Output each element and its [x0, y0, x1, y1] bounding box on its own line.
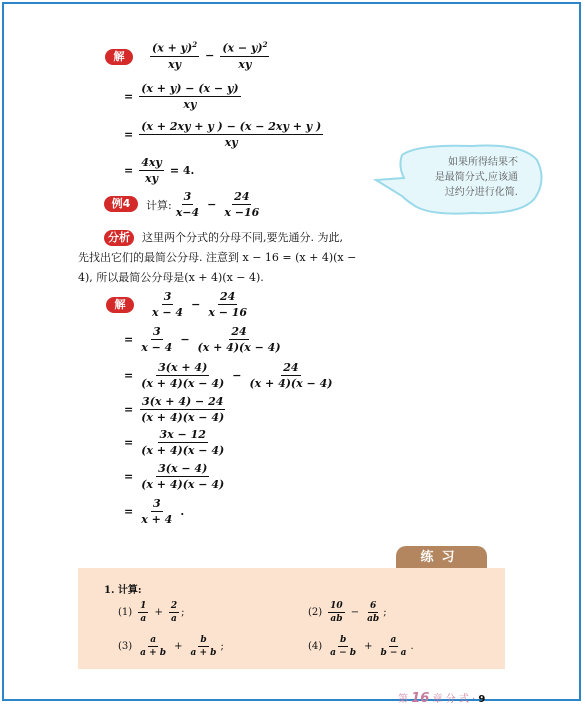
analysis-badge: 分析: [104, 230, 134, 246]
page-number: 9: [478, 694, 486, 705]
solution2-step4: = $\frac{3(x + 4) - 24}{(x + 4)(x - 4)}$: [124, 395, 225, 424]
practice-item-1: (1) $\frac{1}{a}$ + $\frac{2}{a}$ ;: [118, 601, 185, 624]
solution2-step1: $\frac{3}{x - 4}$ − $\frac{24}{x - 16}$: [152, 290, 248, 319]
practice-item-3: (3) $\frac{a}{a + b}$ + $\frac{b}{a + b}$ ;: [118, 635, 224, 658]
solution1-line4: = $\frac{4xy}{xy}$ = 4.: [124, 156, 195, 185]
solution2-step2: = $\frac{3}{x - 4}$ − $\frac{24}{(x + 4)(x - 4)}$: [124, 325, 281, 354]
example-badge: 例4: [104, 196, 138, 212]
solution2-step6: = $\frac{3(x - 4)}{(x + 4)(x - 4)}$: [124, 462, 225, 491]
solution1-line2: = $\frac{(x + y) - (x - y)}{xy}$: [124, 82, 239, 111]
practice-question-label: 1. 计算:: [104, 585, 142, 596]
practice-item-2: (2) $\frac{10}{ab}$ − $\frac{6}{ab}$ ;: [308, 601, 387, 624]
analysis-text-1: 这里两个分式的分母不同,要先通分. 为此,: [142, 231, 343, 244]
note-bubble-text: 如果所得结果不 是最简分式,应该通 过约分进行化简.: [434, 157, 518, 198]
solution-badge: 解: [105, 49, 133, 65]
page-footer: 第 16 章 分 式 · 9: [398, 691, 486, 706]
solution1-line3: = $\frac{(x + 2xy + y ) - (x - 2xy + y )}{xy}$: [124, 120, 322, 149]
example4-expression: 计算: $\frac{3}{x-4}$ − $\frac{24}{x -16}$: [146, 190, 260, 219]
solution2-step5: = $\frac{3x - 12}{(x + 4)(x - 4)}$: [124, 428, 225, 457]
solution1-line1: $\frac{(x + y)^2}{xy}$ − $\frac{(x - y)^2}{xy}$: [152, 40, 268, 71]
solution2-badge: 解: [106, 297, 134, 313]
solution2-step7: = $\frac{3}{x + 4}$ .: [124, 497, 185, 526]
practice-item-4: (4) $\frac{b}{a - b}$ + $\frac{a}{b - a}$ .: [308, 635, 414, 658]
analysis-text-3: 4), 所以最简公分母是(x + 4)(x − 4).: [78, 271, 264, 284]
practice-tab: 练习: [396, 546, 487, 570]
analysis-text-2: 先找出它们的最简公分母. 注意到 x − 16 = (x + 4)(x −: [78, 251, 357, 264]
solution2-step3: = $\frac{3(x + 4)}{(x + 4)(x - 4)}$ − $\frac{24}{(x + 4)(x - 4)}$: [124, 361, 333, 390]
